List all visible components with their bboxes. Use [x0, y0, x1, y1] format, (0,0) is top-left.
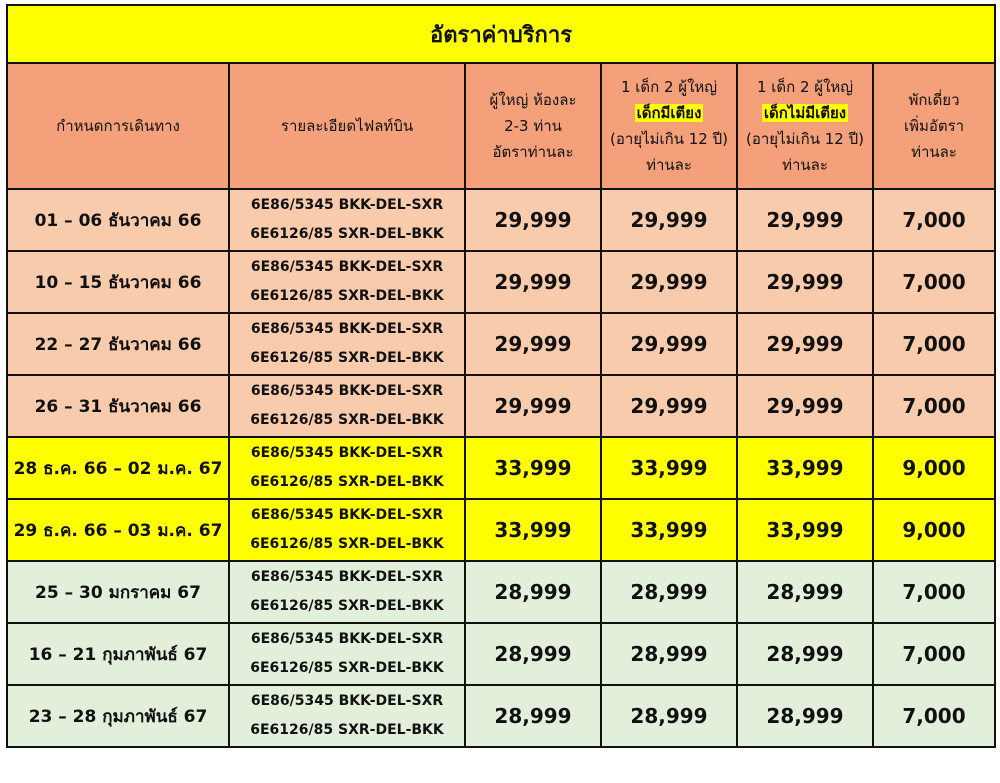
- travel-date: 22 – 27 ธันวาคม 66: [7, 313, 229, 375]
- travel-date: 23 – 28 กุมภาพันธ์ 67: [7, 685, 229, 747]
- price-child-nobed: 29,999: [737, 313, 873, 375]
- flight-return: 6E6126/85 SXR-DEL-BKK: [250, 288, 444, 304]
- price-child-bed: 28,999: [601, 561, 737, 623]
- travel-date: 29 ธ.ค. 66 – 03 ม.ค. 67: [7, 499, 229, 561]
- price-adult: 33,999: [465, 499, 601, 561]
- price-child-bed: 28,999: [601, 685, 737, 747]
- flight-outbound: 6E86/5345 BKK-DEL-SXR: [250, 383, 444, 399]
- header-child-nobed: [737, 63, 873, 189]
- travel-date: 16 – 21 กุมภาพันธ์ 67: [7, 623, 229, 685]
- price-child-nobed: 33,999: [737, 437, 873, 499]
- header-adult-line: 2-3 ท่าน: [504, 117, 562, 135]
- price-single: 7,000: [873, 251, 995, 313]
- price-child-nobed: 29,999: [737, 375, 873, 437]
- travel-date: 10 – 15 ธันวาคม 66: [7, 251, 229, 313]
- table-row: [7, 437, 995, 499]
- header-child-nobed-line: ท่านละ: [782, 156, 828, 174]
- header-adult-line: อัตราท่านละ: [492, 143, 574, 161]
- travel-date: 28 ธ.ค. 66 – 02 ม.ค. 67: [7, 437, 229, 499]
- price-child-bed: 29,999: [601, 189, 737, 251]
- header-single-line: เพิ่มอัตรา: [903, 117, 965, 135]
- header-child-bed-line: ท่านละ: [646, 156, 692, 174]
- header-single-line: ท่านละ: [911, 143, 957, 161]
- flight-details: [229, 561, 465, 623]
- price-single: 7,000: [873, 189, 995, 251]
- flight-details: [229, 623, 465, 685]
- header-single: [873, 63, 995, 189]
- price-single: 9,000: [873, 499, 995, 561]
- header-child-nobed-highlight: เด็กไม่มีเตียง: [763, 104, 847, 122]
- price-table-container: [6, 4, 994, 748]
- flight-details: [229, 251, 465, 313]
- price-adult: 28,999: [465, 561, 601, 623]
- flight-return: 6E6126/85 SXR-DEL-BKK: [250, 598, 444, 614]
- table-row: [7, 313, 995, 375]
- header-single-line: พักเดี่ยว: [908, 91, 960, 109]
- price-child-nobed: 29,999: [737, 251, 873, 313]
- price-child-bed: 29,999: [601, 313, 737, 375]
- flight-outbound: 6E86/5345 BKK-DEL-SXR: [250, 321, 444, 337]
- header-flight: รายละเอียดไฟลท์บิน: [229, 63, 465, 189]
- flight-outbound: 6E86/5345 BKK-DEL-SXR: [250, 693, 444, 709]
- table-row: [7, 375, 995, 437]
- table-row: [7, 499, 995, 561]
- price-single: 7,000: [873, 685, 995, 747]
- flight-details: [229, 685, 465, 747]
- price-child-nobed: 28,999: [737, 561, 873, 623]
- flight-outbound: 6E86/5345 BKK-DEL-SXR: [250, 569, 444, 585]
- table-row: [7, 251, 995, 313]
- table-row: [7, 685, 995, 747]
- flight-details: [229, 375, 465, 437]
- header-child-bed-line: 1 เด็ก 2 ผู้ใหญ่: [620, 78, 718, 96]
- header-child-bed: [601, 63, 737, 189]
- price-single: 9,000: [873, 437, 995, 499]
- flight-return: 6E6126/85 SXR-DEL-BKK: [250, 536, 444, 552]
- price-child-bed: 28,999: [601, 623, 737, 685]
- table-title: อัตราค่าบริการ: [7, 5, 995, 63]
- flight-outbound: 6E86/5345 BKK-DEL-SXR: [250, 631, 444, 647]
- flight-return: 6E6126/85 SXR-DEL-BKK: [250, 412, 444, 428]
- price-single: 7,000: [873, 561, 995, 623]
- flight-details: [229, 313, 465, 375]
- price-child-bed: 33,999: [601, 499, 737, 561]
- flight-return: 6E6126/85 SXR-DEL-BKK: [250, 722, 444, 738]
- price-child-nobed: 33,999: [737, 499, 873, 561]
- header-child-bed-line: (อายุไม่เกิน 12 ปี): [610, 130, 728, 148]
- travel-date: 26 – 31 ธันวาคม 66: [7, 375, 229, 437]
- table-row: [7, 561, 995, 623]
- price-child-bed: 33,999: [601, 437, 737, 499]
- flight-details: [229, 499, 465, 561]
- price-child-bed: 29,999: [601, 375, 737, 437]
- header-row: [7, 63, 995, 189]
- header-child-nobed-line: 1 เด็ก 2 ผู้ใหญ่: [756, 78, 854, 96]
- flight-outbound: 6E86/5345 BKK-DEL-SXR: [250, 259, 444, 275]
- header-child-bed-highlight: เด็กมีเตียง: [636, 104, 702, 122]
- header-child-nobed-line: (อายุไม่เกิน 12 ปี): [746, 130, 864, 148]
- price-adult: 29,999: [465, 189, 601, 251]
- price-single: 7,000: [873, 313, 995, 375]
- flight-outbound: 6E86/5345 BKK-DEL-SXR: [250, 197, 444, 213]
- price-adult: 29,999: [465, 251, 601, 313]
- flight-return: 6E6126/85 SXR-DEL-BKK: [250, 660, 444, 676]
- price-table: [6, 4, 996, 748]
- price-child-bed: 29,999: [601, 251, 737, 313]
- price-adult: 33,999: [465, 437, 601, 499]
- flight-return: 6E6126/85 SXR-DEL-BKK: [250, 226, 444, 242]
- price-adult: 29,999: [465, 313, 601, 375]
- header-date: กำหนดการเดินทาง: [7, 63, 229, 189]
- price-adult: 28,999: [465, 623, 601, 685]
- price-child-nobed: 29,999: [737, 189, 873, 251]
- header-adult: [465, 63, 601, 189]
- price-child-nobed: 28,999: [737, 685, 873, 747]
- price-adult: 29,999: [465, 375, 601, 437]
- flight-outbound: 6E86/5345 BKK-DEL-SXR: [250, 445, 444, 461]
- price-single: 7,000: [873, 623, 995, 685]
- flight-outbound: 6E86/5345 BKK-DEL-SXR: [250, 507, 444, 523]
- table-row: [7, 623, 995, 685]
- flight-return: 6E6126/85 SXR-DEL-BKK: [250, 474, 444, 490]
- header-adult-line: ผู้ใหญ่ ห้องละ: [489, 91, 577, 109]
- price-adult: 28,999: [465, 685, 601, 747]
- flight-details: [229, 437, 465, 499]
- price-child-nobed: 28,999: [737, 623, 873, 685]
- travel-date: 01 – 06 ธันวาคม 66: [7, 189, 229, 251]
- travel-date: 25 – 30 มกราคม 67: [7, 561, 229, 623]
- table-row: [7, 189, 995, 251]
- flight-details: [229, 189, 465, 251]
- price-single: 7,000: [873, 375, 995, 437]
- flight-return: 6E6126/85 SXR-DEL-BKK: [250, 350, 444, 366]
